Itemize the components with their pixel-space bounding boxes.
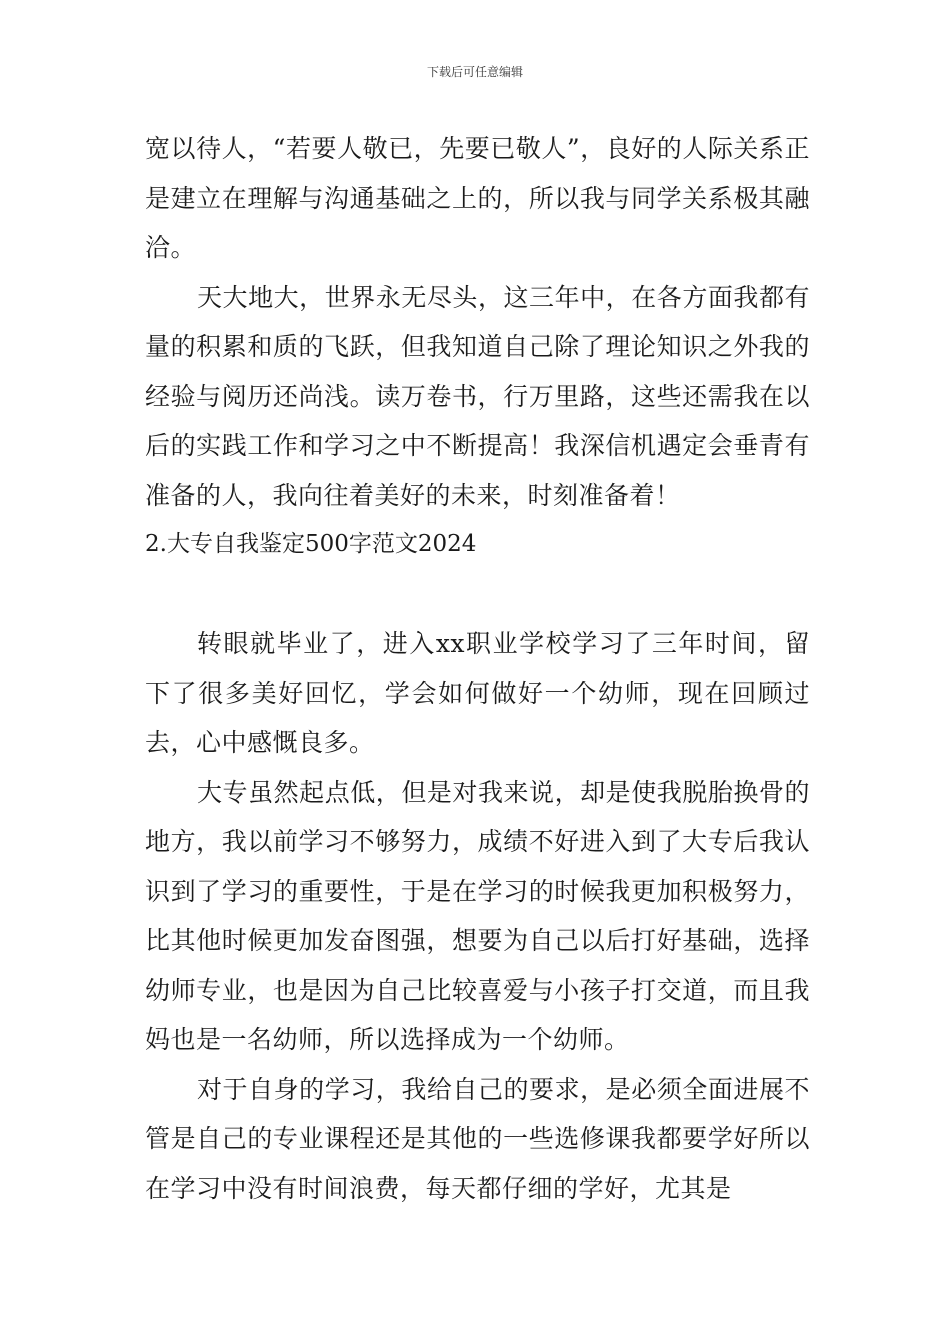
paragraph-1: 宽以待人，“若要人敬已，先要已敬人”，良好的人际关系正是建立在理解与沟通基础之上的，所以我与同学关系极其融洽。 [145, 134, 810, 262]
blank-line [145, 570, 810, 620]
section-heading: 2.大专自我鉴定500字范文2024 [145, 531, 477, 557]
paragraph-4: 大专虽然起点低，但是对我来说，却是使我脱胎换骨的地方，我以前学习不够努力，成绩不好进入到了大专后我认识到了学习的重要性，于是在学习的时候我更加积极努力，比其他时候更加发奋图强，想要为自己以后打好基础，选择幼师专业，也是因为自己比较喜爱与小孩子打交道，而且我妈也是一名幼师，所以选择成为一个幼师。 [145, 777, 810, 1054]
page-header: 下载后可任意编辑 [426, 65, 523, 79]
paragraph-2: 天大地大，世界永无尽头，这三年中，在各方面我都有量的积累和质的飞跃，但我知道自己除了理论知识之外我的经验与阅历还尚浅。读万卷书，行万里路，这些还需我在以后的实践工作和学习之中不断提高！我深信机遇定会垂青有准备的人，我向往着美好的未来，时刻准备着！ [145, 282, 810, 510]
paragraph-3: 转眼就毕业了，进入xx职业学校学习了三年时间，留下了很多美好回忆，学会如何做好一个幼师，现在回顾过去，心中感慨良多。 [145, 629, 810, 757]
paragraph-5: 对于自身的学习，我给自己的要求，是必须全面进展不管是自己的专业课程还是其他的一些选修课我都要学好所以在学习中没有时间浪费，每天都仔细的学好，尤其是 [145, 1074, 810, 1203]
document-body [145, 124, 810, 1213]
